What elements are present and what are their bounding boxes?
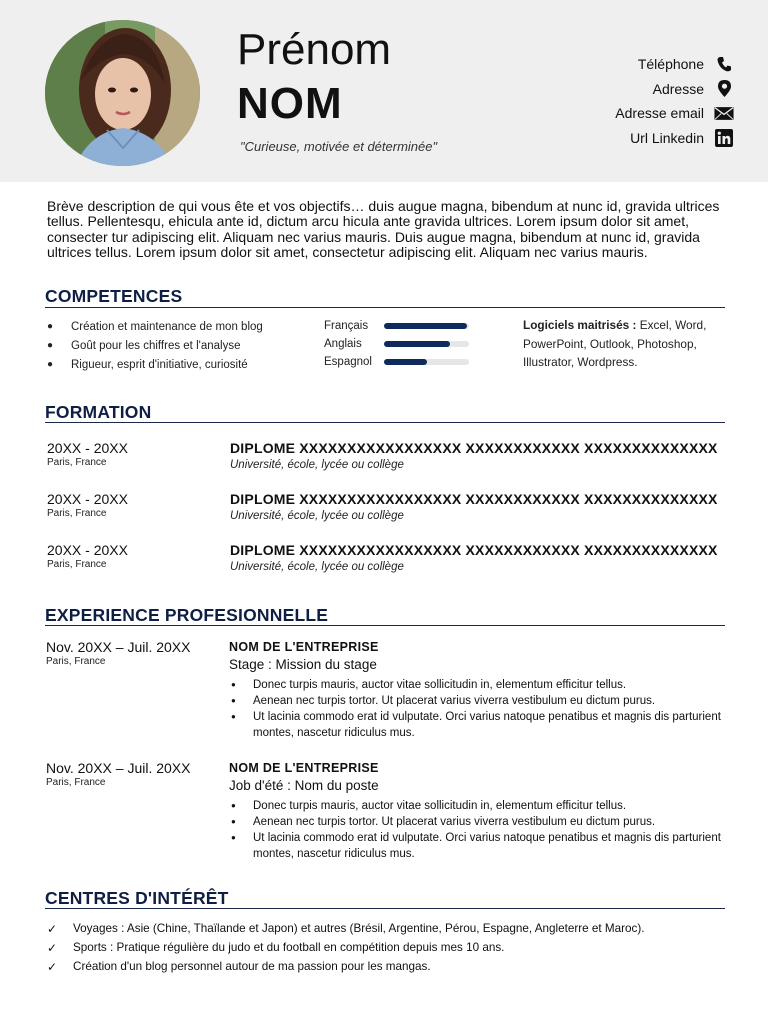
experience-bullets: [229, 798, 729, 862]
section-divider: [45, 307, 725, 308]
list-item: ● Ut lacinia commodo erat id vulputate. Orci varius natoque penatibus et magnis dis parturient montes, nascetur ridiculus mus.: [229, 830, 729, 862]
experience-city: Paris, France: [46, 656, 106, 667]
education-diploma: DIPLOME XXXXXXXXXXXXXXXXX XXXXXXXXXXXX XXXXXXXXXXXXXX: [230, 440, 718, 456]
education-city: Paris, France: [47, 559, 107, 570]
bullet-icon: ●: [47, 340, 54, 351]
education-diploma: DIPLOME XXXXXXXXXXXXXXXXX XXXXXXXXXXXX XXXXXXXXXXXXXX: [230, 491, 718, 507]
language-row: [324, 353, 469, 371]
education-city: Paris, France: [47, 457, 107, 468]
checkmark-icon: ✓: [47, 940, 58, 955]
language-level-bar: [384, 341, 469, 347]
contact-address: [615, 77, 734, 102]
list-item: ● Donec turpis mauris, auctor vitae sollicitudin in, elementum efficitur tellus.: [229, 798, 729, 814]
education-period: 20XX - 20XX: [47, 491, 128, 507]
tagline: "Curieuse, motivée et déterminée": [240, 139, 438, 154]
education-city: Paris, France: [47, 508, 107, 519]
language-level-bar: [384, 359, 469, 365]
contact-label: Téléphone: [637, 56, 704, 73]
experience-company: NOM DE L'ENTREPRISE: [229, 761, 379, 775]
language-name: Espagnol: [324, 356, 372, 368]
software-list: Excel, Word, PowerPoint, Outlook, Photoshop, Illustrator, Wordpress.: [523, 318, 707, 369]
education-period: 20XX - 20XX: [47, 440, 128, 456]
contact-email: [615, 101, 734, 126]
location-pin-icon: [714, 79, 734, 99]
contact-label: Adresse: [652, 80, 704, 97]
language-level-fill: [384, 359, 427, 365]
envelope-icon: [714, 103, 734, 123]
education-period: 20XX - 20XX: [47, 542, 128, 558]
section-title-formation: FORMATION: [45, 402, 152, 422]
checkmark-icon: ✓: [47, 921, 58, 936]
section-title-competences: COMPETENCES: [45, 286, 183, 306]
language-row: [324, 317, 469, 335]
education-school: Université, école, lycée ou collège: [230, 510, 404, 522]
skill-text: Création et maintenance de mon blog: [71, 320, 263, 333]
profile-photo: [45, 20, 200, 166]
language-name: Anglais: [324, 338, 362, 350]
experience-period: Nov. 20XX – Juil. 20XX: [46, 639, 191, 655]
experience-company: NOM DE L'ENTREPRISE: [229, 640, 379, 654]
education-school: Université, école, lycée ou collège: [230, 459, 404, 471]
list-item: [47, 919, 737, 938]
skills-list: [47, 317, 263, 374]
last-name: NOM: [237, 79, 343, 128]
software-skills: [523, 316, 733, 372]
skill-text: Rigueur, esprit d'initiative, curiosité: [71, 358, 248, 371]
experience-role: Stage : Mission du stage: [229, 657, 377, 672]
skill-text: Goût pour les chiffres et l'analyse: [71, 339, 241, 352]
language-name: Français: [324, 320, 369, 332]
bullet-icon: ●: [47, 321, 54, 332]
interest-text: Voyages : Asie (Chine, Thaïlande et Japon) et autres (Brésil, Argentine, Pérou, Espagne, Angleterre et Maroc).: [73, 922, 645, 935]
languages-list: [324, 317, 469, 371]
interest-text: Création d'un blog personnel autour de ma passion pour les mangas.: [73, 960, 431, 973]
section-divider: [45, 908, 725, 909]
list-item: [47, 317, 263, 336]
list-item: [47, 957, 737, 976]
interests-list: [47, 919, 737, 976]
contact-list: [615, 52, 734, 150]
intro-paragraph: Brève description de qui vous ête et vos objectifs… duis augue magna, bibendum at nunc id, gravida ultrices tellus. Pellentesqu, ehicula ante id, dictum arcu hicula ante gravida ultrices. Lorem ipsum dolor sit amet, consecter tur adipiscing elit. Aliquam nec varius mauris. Duis augue magna, bibendum at nunc id, gravida ultrices tellus. Lorem ipsum dolor sit amet, consectetur adipiscing elit. Aliquam nec varius mauris.: [47, 198, 720, 260]
list-item: [47, 938, 737, 957]
experience-bullets: [229, 677, 729, 741]
software-label: Logiciels maitrisés :: [523, 318, 637, 332]
contact-linkedin: [615, 126, 734, 151]
checkmark-icon: ✓: [47, 959, 58, 974]
section-divider: [45, 625, 725, 626]
education-diploma: DIPLOME XXXXXXXXXXXXXXXXX XXXXXXXXXXXX XXXXXXXXXXXXXX: [230, 542, 718, 558]
language-level-fill: [384, 323, 467, 329]
interest-text: Sports : Pratique régulière du judo et du football en compétition depuis mes 10 ans.: [73, 941, 505, 954]
bullet-icon: ●: [47, 359, 54, 370]
language-row: [324, 335, 469, 353]
list-item: ● Aenean nec turpis tortor. Ut placerat varius viverra vestibulum eu dictum purus.: [229, 693, 729, 709]
section-title-experience: EXPERIENCE PROFESIONNELLE: [45, 605, 329, 625]
phone-icon: [714, 54, 734, 74]
section-title-interests: CENTRES D'INTÉRÊT: [45, 888, 229, 908]
first-name: Prénom: [237, 25, 392, 74]
section-divider: [45, 422, 725, 423]
linkedin-icon: [714, 128, 734, 148]
list-item: [47, 336, 263, 355]
contact-label: Adresse email: [615, 105, 704, 122]
resume-header: [0, 0, 768, 182]
experience-city: Paris, France: [46, 777, 106, 788]
contact-phone: [615, 52, 734, 77]
list-item: ● Ut lacinia commodo erat id vulputate. Orci varius natoque penatibus et magnis dis parturient montes, nascetur ridiculus mus.: [229, 709, 729, 741]
language-level-fill: [384, 341, 450, 347]
list-item: ● Aenean nec turpis tortor. Ut placerat varius viverra vestibulum eu dictum purus.: [229, 814, 729, 830]
language-level-bar: [384, 323, 469, 329]
contact-label: Url Linkedin: [630, 129, 704, 146]
education-school: Université, école, lycée ou collège: [230, 561, 404, 573]
experience-period: Nov. 20XX – Juil. 20XX: [46, 760, 191, 776]
list-item: ● Donec turpis mauris, auctor vitae sollicitudin in, elementum efficitur tellus.: [229, 677, 729, 693]
list-item: [47, 355, 263, 374]
experience-role: Job d'été : Nom du poste: [229, 778, 379, 793]
